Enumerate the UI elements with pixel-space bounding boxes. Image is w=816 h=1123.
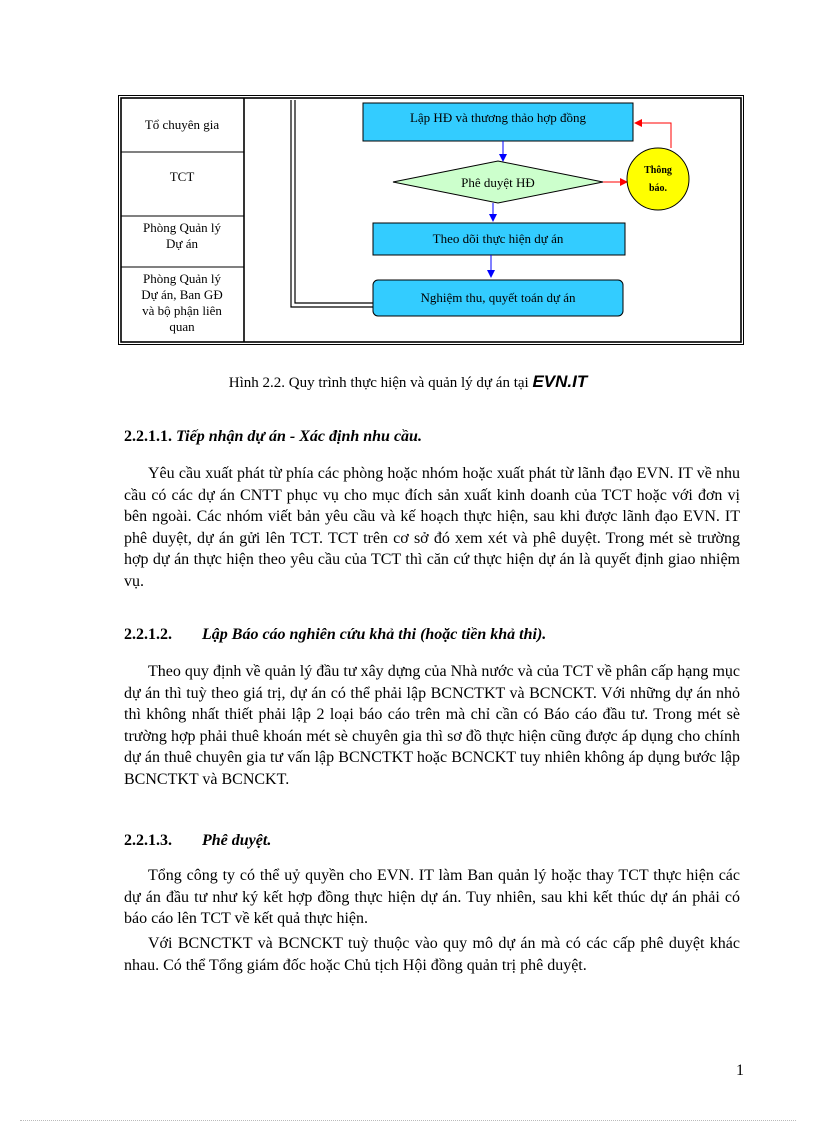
page-number: 1 xyxy=(736,1062,744,1079)
caption-text: Hình 2.2. Quy trình thực hiện và quản lý dự án tại xyxy=(228,375,533,391)
lane-label-board-line1: Phòng Quản lý xyxy=(143,271,221,286)
notice-circle xyxy=(627,148,689,210)
notice-label-line1: Thông xyxy=(644,165,672,176)
footer-divider xyxy=(20,1120,796,1121)
lane-label-board-line4: quan xyxy=(169,319,195,334)
caption-brand: EVN.IT xyxy=(532,372,588,391)
section-title: Tiếp nhận dự án - Xác định nhu cầu. xyxy=(176,428,422,445)
flowchart-svg xyxy=(118,95,744,345)
lane-label-board-line2: Dự án, Ban GĐ xyxy=(141,287,223,302)
paragraph: Theo quy định về quản lý đầu tư xây dựng của Nhà nước và của TCT về phân cấp hạng mục dự án thì tuỳ theo giá trị, dự án có thể phải lập BCNCTKT và BCNCKT. Với những dự án nhỏ thì không nhất thiết phải lập 2 loại báo cáo trên mà chỉ cần có Báo cáo đầu tư. Trong mét sè trường hợp phải thuê khoán mét sè chuyên gia thì sơ đồ thực hiện cũng được áp dụng cho chính dự án thuê chuyên gia tư vấn lập BCNCTKT hoặc BCNCKT tuy nhiên không áp dụng bước lập BCNCTKT và BCNCKT. xyxy=(124,663,740,788)
lane-label-expert-group: Tổ chuyên gia xyxy=(144,117,220,132)
lane-label-pm-line2: Dự án xyxy=(166,236,198,251)
approve-step-label: Phê duyệt HĐ xyxy=(461,175,535,190)
section-title: Phê duyệt. xyxy=(202,832,272,849)
section-heading-2-2-1-2 xyxy=(124,626,546,644)
lane-label-pm-line1: Phòng Quản lý xyxy=(143,220,221,235)
process-flowchart xyxy=(118,95,744,345)
acceptance-step-label: Nghiệm thu, quyết toán dự án xyxy=(420,290,576,305)
arrow-notice-to-contract xyxy=(635,123,671,148)
notice-label-line2: báo. xyxy=(648,183,668,194)
feedback-line-outer xyxy=(291,100,373,307)
paragraph: Với BCNCTKT và BCNCKT tuỳ thuộc vào quy mô dự án mà có các cấp phê duyệt khác nhau. Có thể Tổng giám đốc hoặc Chủ tịch Hội đồng quản trị phê duyệt. xyxy=(124,935,740,974)
section-heading-2-2-1-1 xyxy=(124,428,422,446)
monitor-step-label: Theo dõi thực hiện dự án xyxy=(432,231,564,246)
section-number: 2.2.1.1. xyxy=(124,428,172,445)
section-number: 2.2.1.3. xyxy=(124,832,172,849)
lane-label-board-line3: và bộ phận liên xyxy=(142,303,222,318)
lane-label-tct: TCT xyxy=(169,169,195,184)
section-number: 2.2.1.2. xyxy=(124,626,172,643)
paragraph: Tổng công ty có thể uỷ quyền cho EVN. IT làm Ban quản lý hoặc thay TCT thực hiện các dự án đầu tư như ký kết hợp đồng thực hiện dự án. Tuy nhiên, sau khi kết thúc dự án phải có báo cáo lên TCT về kết quả thực hiện. xyxy=(124,867,740,928)
section-heading-2-2-1-3 xyxy=(124,832,271,850)
paragraph: Yêu cầu xuất phát từ phía các phòng hoặc nhóm hoặc xuất phát từ lãnh đạo EVN. IT về nhu cầu có các dự án CNTT phục vụ cho mục đích sản xuất kinh doanh của TCT hoặc với đơn vị bên ngoài. Các nhóm viết bản yêu cầu và kế hoạch thực hiện, sau khi được lãnh đạo EVN. IT phê duyệt, dự án gửi lên TCT. TCT trên cơ sở đó xem xét và phê duyệt. Trong mét sè trường hợp dự án thực hiện theo yêu cầu của TCT thì căn cứ thực hiện dự án là quyết định giao nhiệm vụ. xyxy=(124,465,740,590)
feedback-line-inner xyxy=(295,100,373,303)
figure-caption xyxy=(0,372,816,392)
contract-step-label: Lập HĐ và thương thảo hợp đồng xyxy=(409,110,587,125)
section-title: Lập Báo cáo nghiên cứu khả thi (hoặc tiền khả thi). xyxy=(202,626,547,643)
